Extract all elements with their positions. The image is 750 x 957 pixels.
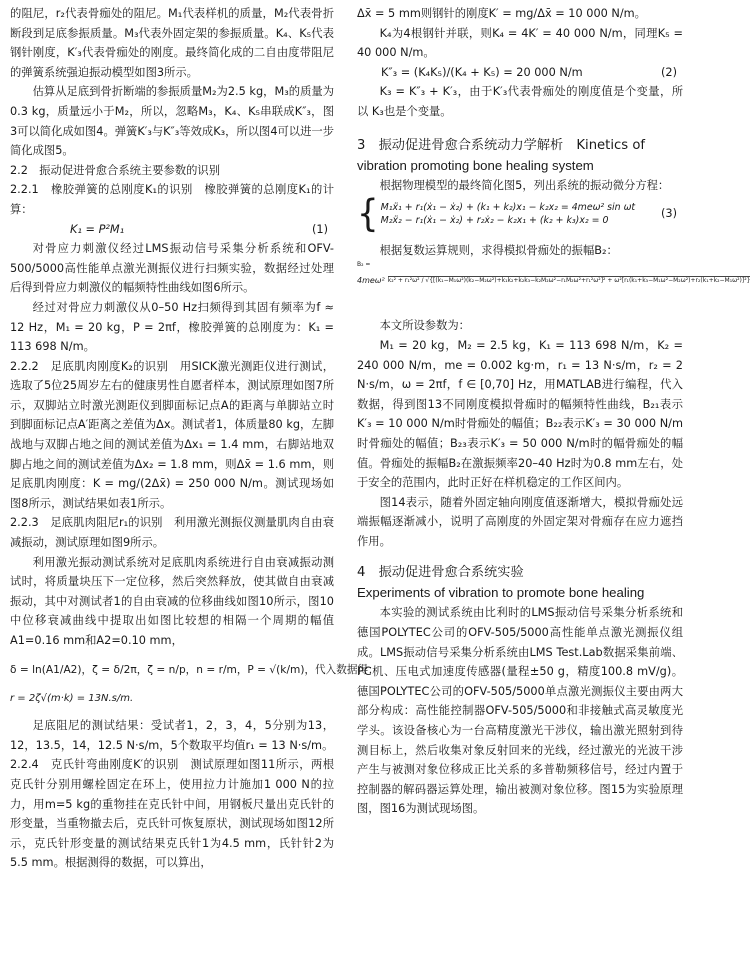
equation-b2 (357, 271, 750, 291)
paragraph: 的阻尼，r₂代表骨痂处的阻尼。M₁代表样机的质量，M₂代表骨折断段到足底参振质量。M₃代表外固定架的参振质量。K₄、K₅代表钢针刚度，K′₃代表骨痂处的刚度。最终简化成的二自由度带阻尼的弹簧系统强迫振动模型如图3所示。 (10, 7, 334, 79)
paragraph: 本文所设参数为： (379, 319, 470, 333)
subsection-2-2-1: 2.2.1 橡胶弹簧的总刚度K₁的识别 橡胶弹簧的总刚度K₁的计算： (10, 183, 334, 216)
paragraph: K₄为4根钢针并联，则K₄ = 4K′ = 40 000 N/m，同理K₅ = 40 000 N/m。 (357, 26, 683, 60)
section-heading-3-en: vibration promoting bone healing system (357, 157, 594, 173)
paragraph: 足底阻尼的测试结果：受试者1，2，3，4，5分别为13，12，13.5，14，12.5 N·s/m，5个数取平均值r₁ = 13 N·s/m。 (10, 719, 334, 752)
equation-body: K″₃ = (K₄K₅)/(K₄ + K₅) = 20 000 N/m (381, 65, 583, 79)
section-heading-3: 3 振动促进骨愈合系统动力学解析 Kinetics of (357, 137, 646, 153)
equation-b2-label: B₂ = (357, 260, 371, 268)
paragraph: 图14表示，随着外固定轴向刚度值逐渐增大，模拟骨痂处远端振幅逐渐减小，说明了高刚度的外固定架对骨痂存在应力遮挡作用。 (357, 495, 683, 548)
equation-r: r = 2ζ√(m·k) = 13N.s/m. (10, 693, 134, 705)
right-column (357, 4, 750, 819)
equation-1 (10, 220, 334, 240)
paragraph: 本实验的测试系统由比利时的LMS振动信号采集分析系统和德国POLYTEC公司的OFV-505/5000高性能单点激光测振仪组成。LMS振动信号采集分析系统由LMS Test.Lab数据采集前端、PC机、压电式加速度传感器(量程±50 g，精度100.8 mV/g)。德国POLYTEC公司的OFV-505/5000单点激光测振仪主要由两大部分构成：高性能控制器OFV-505/5000和非接触式高灵敏度光学头。该设备核心为一台高精度激光干涉仪，输出激光照射到待测目标上，然后收集对象反射回来的光线，经过激光的光波干涉产生与被测对象位移成正比关系的多普勒频移信号，经过内置于控制器的解码器运算处理，输出被测对象位移。图15为实验原理图，图16为测试现场图。 (357, 606, 683, 816)
equation-b2-coef: 4meω² (357, 275, 385, 285)
section-heading-4: 4 振动促进骨愈合系统实验 (357, 565, 524, 581)
paragraph: 根据物理模型的最终简化图5，列出系统的振动微分方程： (379, 178, 670, 192)
paragraph: 利用激光振动测试系统对足底肌肉系统进行自由衰减振动测试时，将质量块压下一定位移，然后突然释放，使其做自由衰减振动，其中对测试者1的自由衰减的位移曲线如图10所示，图10中位移衰减曲线中提取出如图比较想的相隔一个周期的幅值A1=0.16 mm和A2=0.10 mm， (10, 555, 334, 647)
equation-number: (2) (660, 65, 677, 79)
equation-line: M₁ẍ₁ + r₁(ẋ₁ − ẋ₂) + (k₁ + k₂)x₁ − k₂x₂ = 4meω² sin ωt (380, 202, 636, 214)
paragraph: K₃ = K″₃ + K′₃，由于K′₃代表骨痂处的刚度值是个变量，所以 K₃也是个变量。 (357, 85, 683, 118)
subsection-2-2-3: 2.2.3 足底肌肉阻尼r₁的识别 利用激光测振仪测量肌肉自由衰减振动，测试原理如图9所示。 (10, 516, 334, 550)
equation-top: Δx̄ = 5 mm则钢针的刚度K′ = mg/Δx̄ = 10 000 N/m。 (357, 7, 646, 20)
section-heading-2-2: 2.2 振动促进骨愈合系统主要参数的识别 (10, 163, 221, 177)
paragraph: M₁ = 20 kg，M₂ = 2.5 kg，K₁ = 113 698 N/m，K₂ = 240 000 N/m，me = 0.002 kg·m，r₁ = 13 N·s/m，r₂ = 2 N·s/m，ω = 2πf，f ∈ [0,70] Hz，用MATLAB进行编程，代入数据，得到图13不同刚度模拟骨痂时的幅频特性曲线，B₂₁表示K′₃ = 10 000 N/m时骨痂处的幅值；B₂₂表示K′₃ = 30 000 N/m时骨痂处的幅值；B₂₃表示K′₃ = 50 000 N/m时的幅骨痂处的幅值。骨痂处的振幅B₂在激振频率20–40 Hz时为0.8 mm左右，处于安全的范围内，此时正好在样机稳定的工作区间内。 (357, 338, 683, 490)
equation-3 (357, 192, 683, 237)
equation-line: M₂ẍ₂ − r₁(ẋ₁ − ẋ₂) + r₂ẋ₂ − k₂x₁ + (k₂ + k₃)x₂ = 0 (380, 215, 609, 227)
equation-b2-fraction: k₂² + r₁²ω² / √{[(k₁−M₁ω²)(k₂−M₂ω²)+k₁k₂+k₂k₃−k₂M₂ω²−r₁M₂ω²+r₁²ω²]² + ω²[r₁(k₁+k₃−M₁ω²−M₂ω²)+r₂(k₁+k₂−M₁ω²)]²} (387, 277, 750, 285)
brace-symbol: { (357, 192, 379, 237)
equation-2 (357, 63, 683, 83)
equation-body: K₁ = P²M₁ (70, 222, 125, 236)
equation-number: (3) (660, 207, 677, 221)
paragraph: 根据复数运算规则，求得模拟骨痂处的振幅B₂： (379, 244, 618, 258)
section-heading-4-en: Experiments of vibration to promote bone healing (357, 585, 645, 601)
subsection-2-2-4: 2.2.4 克氏针弯曲刚度K′的识别 测试原理如图11所示，两根克氏针分别用螺栓固定在环上，使用拉力计施加1 000 N的拉力，用m=5 kg的重物挂在克氏针中间，用钢板尺量出克氏针的形变量，当重物撤去后，克氏针可恢复原状，测试现场如图12所示，克氏针形变量的测试结果克氏针1为4.5 mm，氏针针2为5.5 mm。根据测得的数据，可以算出， (10, 758, 334, 870)
paragraph: 估算从足底到骨折断端的参振质量M₂为2.5 kg，M₃的质量为0.3 kg，质量远小于M₂，所以，忽略M₃，K₄、K₅串联成K″₃，图3可以简化成如图4。弹簧K′₃与K″₃等效成K₃，所以图4可以进一步简化成图5。 (10, 85, 334, 158)
equation-delta: δ = ln(A1/A2)，ζ = δ/2π，ζ = n/p，n = r/m，P = √(k/m)，代入数据得： (10, 663, 379, 676)
paragraph: 经过对骨应力刺激仪从0–50 Hz扫频得到其固有频率为f ≈ 12 Hz，M₁ = 20 kg，P = 2πf，橡胶弹簧的总刚度为：K₁ = 113 698 N/m。 (10, 300, 334, 354)
subsection-2-2-2: 2.2.2 足底肌肉刚度K₂的识别 用SICK激光测距仪进行测试，选取了5位25周岁左右的健康男性自愿者样本，测试原理如图7所示，双脚站立时激光测距仪到脚面标记点A的距离与单脚站立时到脚面标记点A′距离之差值为Δx。测试者1，体质量80 kg，左脚战地与双脚占地之间的测试差值为Δx₁ = 1.4 mm，右脚站地双脚占地之间的测试差值为Δx₂ = 1.8 mm，则Δx̄ = 1.6 mm，则足底肌肉刚度：K = mg/(2Δx̄) = 250 000 N/m。测试现场如图8所示，测试结果如表1所示。 (10, 359, 334, 510)
paragraph: 对骨应力刺激仪经过LMS振动信号采集分析系统和OFV-500/5000高性能单点激光测振仪进行扫频实验，数据经过处理后得到骨应力刺激仪的幅频特性曲线如图6所示。 (10, 242, 334, 295)
equation-number: (1) (311, 222, 328, 236)
